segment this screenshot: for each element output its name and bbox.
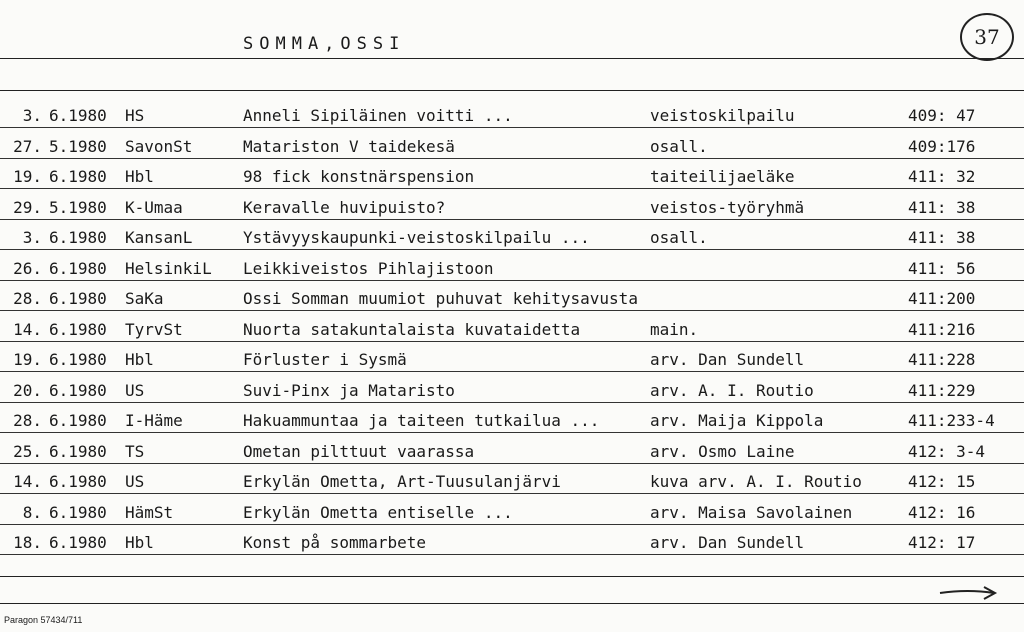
entry-day: 25.	[13, 441, 42, 461]
entry-source: SaKa	[125, 289, 164, 308]
entry-month-year: 6.1980	[49, 258, 107, 278]
entry-source: I-Häme	[125, 411, 183, 430]
entry-day: 8.	[22, 502, 42, 522]
entry-day: 28.	[13, 289, 42, 308]
entry-source: US	[125, 380, 145, 400]
entry-article: Förluster i Sysmä	[243, 350, 407, 369]
table-row	[0, 495, 1024, 525]
entry-category: arv. Maija Kippola	[650, 411, 824, 430]
entry-reference: 411:229	[908, 380, 976, 400]
entry-article: Anneli Sipiläinen voitti ...	[243, 106, 513, 125]
entry-month-year: 6.1980	[49, 228, 107, 247]
table-row	[0, 525, 1024, 555]
header-rule-lower	[0, 90, 1024, 91]
entry-category: osall.	[650, 228, 708, 247]
entry-reference: 411:233-4	[908, 411, 995, 430]
entry-day: 29.	[13, 197, 42, 217]
entry-article: Konst på sommarbete	[243, 533, 427, 552]
entry-source: HS	[125, 106, 145, 125]
table-row	[0, 403, 1024, 433]
table-row	[0, 159, 1024, 189]
entry-day: 19.	[13, 350, 42, 369]
table-row	[0, 281, 1024, 311]
entry-category: taiteilijaeläke	[650, 167, 795, 186]
entry-article: Keravalle huvipuisto?	[243, 197, 446, 217]
header-rule	[0, 58, 1024, 59]
entry-reference: 412: 16	[908, 502, 976, 522]
entry-month-year: 6.1980	[49, 472, 107, 491]
entry-reference: 411: 38	[908, 228, 976, 247]
entry-article: Ystävyyskaupunki-veistoskilpailu ...	[243, 228, 590, 247]
entry-month-year: 6.1980	[49, 167, 107, 186]
entry-day: 3.	[22, 106, 42, 125]
entry-source: K-Umaa	[125, 197, 183, 217]
entry-category: arv. Osmo Laine	[650, 441, 795, 461]
entry-day: 14.	[13, 319, 42, 339]
entry-source: US	[125, 472, 145, 491]
entry-month-year: 5.1980	[49, 197, 107, 217]
card-title: SOMMA,OSSI	[243, 34, 406, 54]
entry-category: osall.	[650, 136, 708, 156]
entry-reference: 409: 47	[908, 106, 976, 125]
table-row	[0, 190, 1024, 220]
entry-category: arv. Dan Sundell	[650, 350, 805, 369]
entry-source: Hbl	[125, 350, 154, 369]
card-footer: Paragon 57434/711	[4, 615, 83, 625]
entry-source: Hbl	[125, 533, 154, 552]
entry-month-year: 6.1980	[49, 502, 107, 522]
entry-month-year: 6.1980	[49, 350, 107, 369]
card-number-badge: 37	[960, 13, 1014, 61]
entry-month-year: 6.1980	[49, 380, 107, 400]
entry-day: 14.	[13, 472, 42, 491]
entry-source: HelsinkiL	[125, 258, 212, 278]
entry-month-year: 6.1980	[49, 319, 107, 339]
entry-day: 26.	[13, 258, 42, 278]
entry-reference: 412: 15	[908, 472, 976, 491]
entry-category: veistoskilpailu	[650, 106, 795, 125]
entry-article: Ometan pilttuut vaarassa	[243, 441, 475, 461]
entry-category: kuva arv. A. I. Routio	[650, 472, 862, 491]
entry-day: 3.	[22, 228, 42, 247]
entry-article: Suvi-Pinx ja Mataristo	[243, 380, 455, 400]
entry-source: KansanL	[125, 228, 193, 247]
bottom-rule	[0, 576, 1024, 577]
table-row	[0, 373, 1024, 403]
entry-article: Matariston V taidekesä	[243, 136, 455, 156]
entry-article: Leikkiveistos Pihlajistoon	[243, 258, 494, 278]
entry-source: Hbl	[125, 167, 154, 186]
table-row	[0, 98, 1024, 128]
row-rule	[0, 554, 1024, 555]
entry-reference: 411:200	[908, 289, 976, 308]
entry-reference: 411: 32	[908, 167, 976, 186]
entry-category: veistos-työryhmä	[650, 197, 805, 217]
entry-reference: 411: 38	[908, 197, 976, 217]
entry-source: HämSt	[125, 502, 174, 522]
entry-month-year: 6.1980	[49, 533, 107, 552]
right-arrow-icon	[938, 583, 998, 603]
entry-category: arv. A. I. Routio	[650, 380, 814, 400]
entry-month-year: 6.1980	[49, 441, 107, 461]
entry-month-year: 6.1980	[49, 106, 107, 125]
entry-source: SavonSt	[125, 136, 193, 156]
entry-day: 18.	[13, 533, 42, 552]
entry-category: main.	[650, 319, 699, 339]
entry-reference: 411:216	[908, 319, 976, 339]
entry-article: Nuorta satakuntalaista kuvataidetta	[243, 319, 581, 339]
entry-category: arv. Maisa Savolainen	[650, 502, 853, 522]
table-row	[0, 251, 1024, 281]
table-row	[0, 342, 1024, 372]
entry-reference: 412: 3-4	[908, 441, 986, 461]
entry-article: Erkylän Ometta, Art-Tuusulanjärvi	[243, 472, 561, 491]
entry-article: Ossi Somman muumiot puhuvat kehitysavusta	[243, 289, 638, 308]
entry-article: Hakuammuntaa ja taiteen tutkailua ...	[243, 411, 600, 430]
entry-day: 19.	[13, 167, 42, 186]
entry-source: TS	[125, 441, 145, 461]
entry-month-year: 6.1980	[49, 289, 107, 308]
entry-day: 27.	[13, 136, 42, 156]
table-row	[0, 464, 1024, 494]
entry-reference: 411: 56	[908, 258, 976, 278]
entry-day: 28.	[13, 411, 42, 430]
bottom-rule-lower	[0, 603, 1024, 604]
table-row	[0, 220, 1024, 250]
entry-article: 98 fick konstnärspension	[243, 167, 475, 186]
entry-reference: 409:176	[908, 136, 976, 156]
entry-article: Erkylän Ometta entiselle ...	[243, 502, 513, 522]
entry-month-year: 5.1980	[49, 136, 107, 156]
entry-reference: 411:228	[908, 350, 976, 369]
entry-reference: 412: 17	[908, 533, 976, 552]
table-row	[0, 129, 1024, 159]
entry-category: arv. Dan Sundell	[650, 533, 805, 552]
entry-source: TyrvSt	[125, 319, 183, 339]
table-row	[0, 434, 1024, 464]
entry-month-year: 6.1980	[49, 411, 107, 430]
table-row	[0, 312, 1024, 342]
entry-day: 20.	[13, 380, 42, 400]
